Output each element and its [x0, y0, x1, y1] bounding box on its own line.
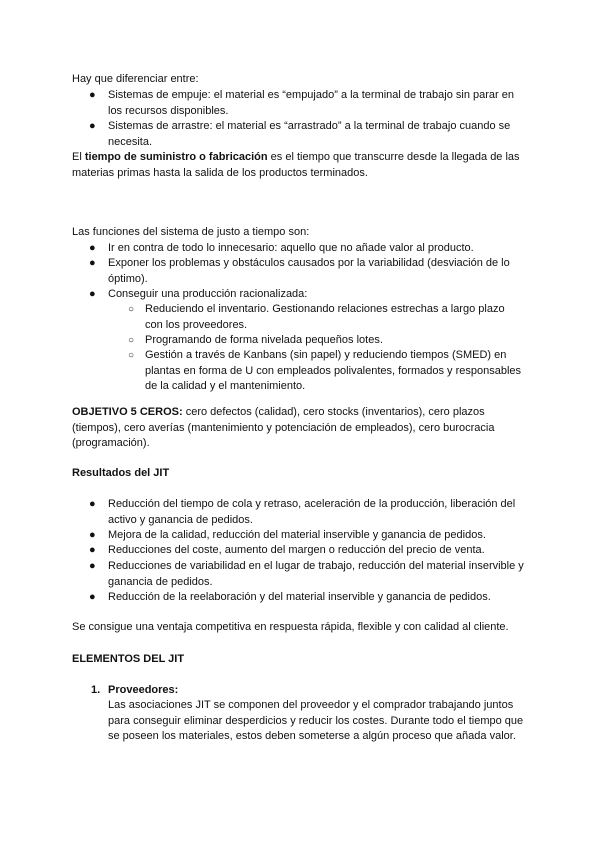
list-item: Sistemas de empuje: el material es “empujado” a la terminal de trabajo sin parar en los recursos disponibles.	[108, 89, 514, 117]
tiempo-paragraph: El tiempo de suministro o fabricación es el tiempo que transcurre desde la llegada de las materias primas hasta la salida de los productos terminados.	[72, 151, 520, 179]
list-item: Reducciones de variabilidad en el lugar de trabajo, reducción del material inservible y ganancia de pedidos.	[108, 560, 524, 588]
bullet-icon: ●	[89, 257, 96, 269]
objetivo-paragraph: OBJETIVO 5 CEROS: cero defectos (calidad), cero stocks (inventarios), cero plazos (tiempos), cero averías (mantenimiento y potenciación de empleados), cero burocracia (programación).	[72, 406, 495, 449]
sub-bullet-icon: ○	[128, 335, 135, 346]
elemento-title: Proveedores:	[108, 684, 179, 696]
list-number: 1.	[91, 684, 101, 696]
list-item: Sistemas de arrastre: el material es “arrastrado” a la terminal de trabajo cuando se necesita.	[108, 120, 511, 148]
bullet-icon: ●	[89, 242, 96, 254]
sub-list-item: Programando de forma nivelada pequeños lotes.	[145, 334, 383, 346]
list-item: Reducción del tiempo de cola y retraso, aceleración de la producción, liberación del activo y ganancia de pedidos.	[108, 498, 516, 526]
tiempo-term: tiempo de suministro o fabricación	[84, 151, 268, 163]
bullet-icon: ●	[89, 560, 96, 572]
sub-list-item: Reduciendo el inventario. Gestionando relaciones estrechas a largo plazo con los proveedores.	[145, 303, 505, 331]
sub-bullet-icon: ○	[128, 304, 135, 315]
bullet-icon: ●	[89, 288, 96, 300]
sub-list-item: Gestión a través de Kanbans (sin papel) y reduciendo tiempos (SMED) en plantas en forma de U con empleados polivalentes, formados y responsables de la calidad y el mantenimiento.	[145, 349, 522, 392]
bullet-icon: ●	[89, 529, 96, 541]
ventaja-text: Se consigue una ventaja competitiva en respuesta rápida, flexible y con calidad al cliente.	[72, 621, 509, 633]
elementos-heading: ELEMENTOS DEL JIT	[72, 653, 185, 665]
objetivo-label: OBJETIVO 5 CEROS:	[72, 406, 183, 418]
bullet-icon: ●	[89, 591, 96, 603]
bullet-icon: ●	[89, 544, 96, 556]
list-item: Exponer los problemas y obstáculos causados por la variabilidad (desviación de lo óptimo).	[108, 257, 510, 285]
intro-text: Hay que diferenciar entre:	[72, 73, 199, 85]
list-item: Reducción de la reelaboración y del material inservible y ganancia de pedidos.	[108, 591, 491, 603]
list-item: Ir en contra de todo lo innecesario: aquello que no añade valor al producto.	[108, 242, 474, 254]
bullet-icon: ●	[89, 498, 96, 510]
bullet-icon: ●	[89, 89, 96, 101]
funciones-intro: Las funciones del sistema de justo a tiempo son:	[72, 226, 310, 238]
list-item: Mejora de la calidad, reducción del material inservible y ganancia de pedidos.	[108, 529, 486, 541]
list-item: Reducciones del coste, aumento del margen o reducción del precio de venta.	[108, 544, 485, 556]
sub-bullet-icon: ○	[128, 350, 135, 361]
elemento-text: Las asociaciones JIT se componen del proveedor y el comprador trabajando juntos para conseguir eliminar desperdicios y reducir los costes. Durante todo el tiempo que se poseen los materiales, estos deben someterse a algún proceso que añada valor.	[108, 699, 524, 742]
bullet-icon: ●	[89, 120, 96, 132]
list-item: Conseguir una producción racionalizada:	[108, 288, 308, 300]
resultados-heading: Resultados del JIT	[72, 467, 170, 479]
